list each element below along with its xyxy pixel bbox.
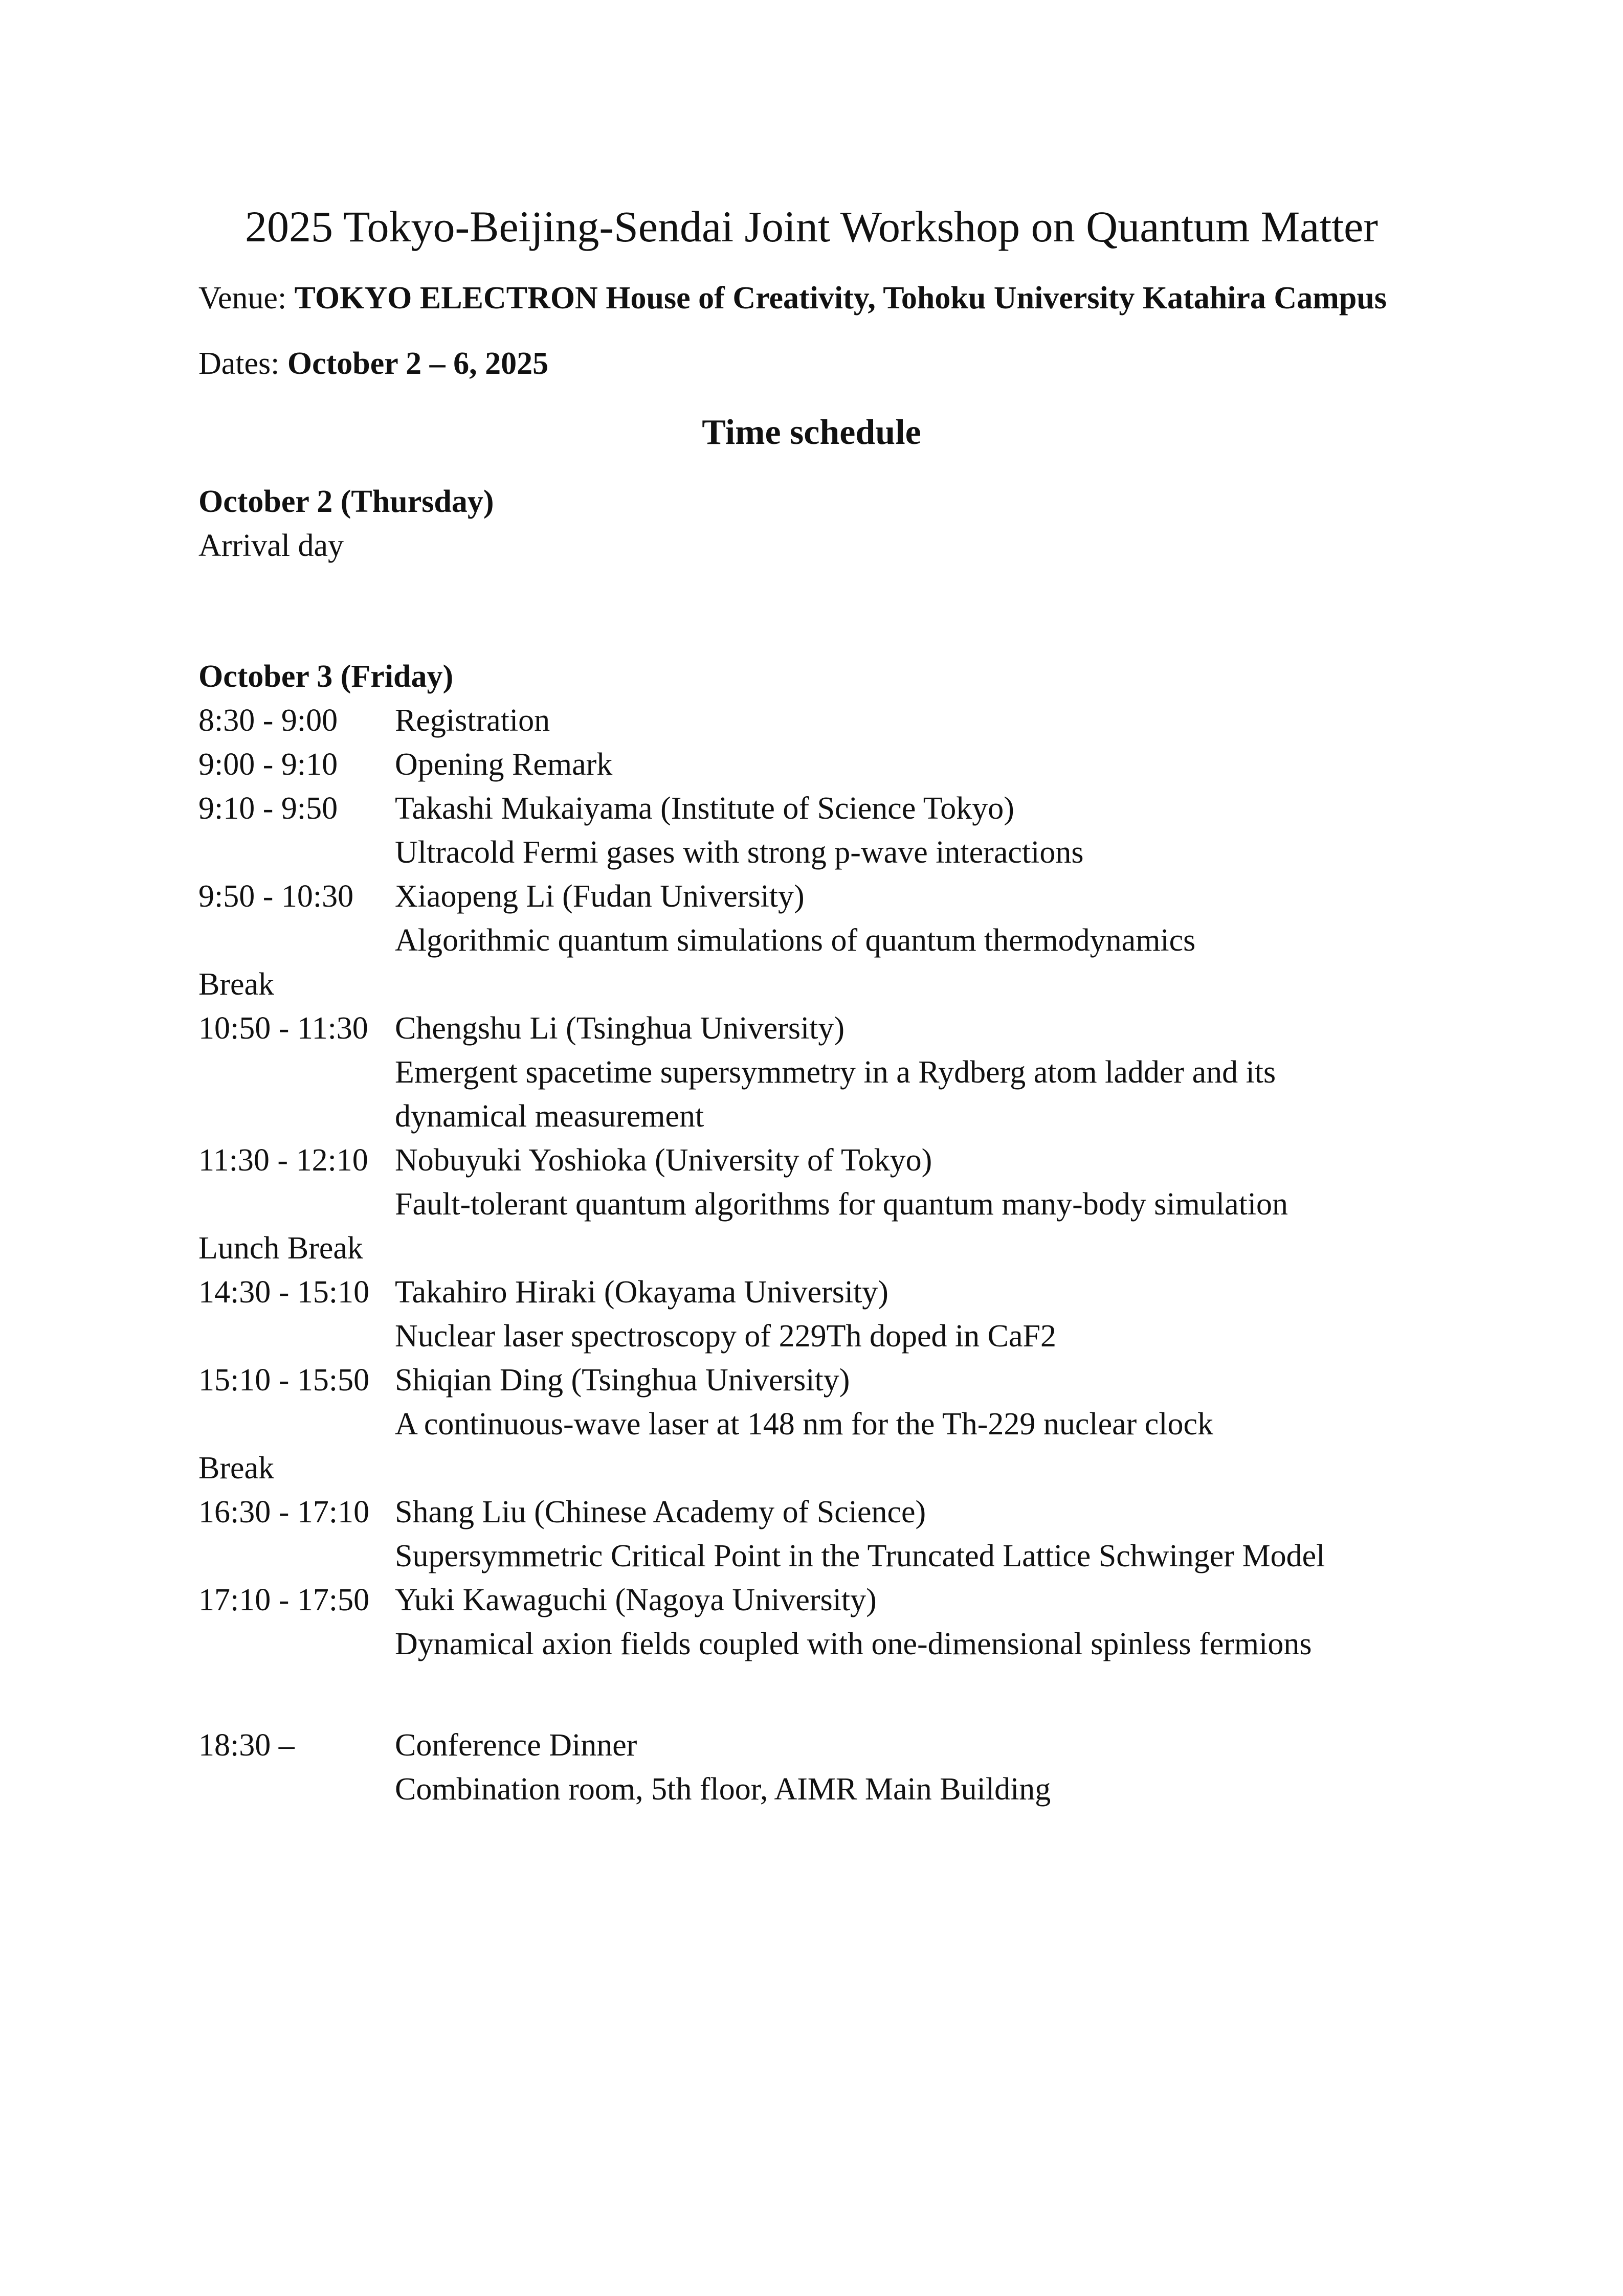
dates-line xyxy=(198,342,548,386)
schedule-row-entry: Shang Liu (Chinese Academy of Science) xyxy=(395,1495,926,1529)
schedule-row-time: 8:30 - 9:00 xyxy=(198,703,338,738)
schedule-row-entry: dynamical measurement xyxy=(395,1099,704,1134)
dates-value: October 2 – 6, 2025 xyxy=(287,346,549,381)
schedule-row-time: 14:30 - 15:10 xyxy=(198,1275,370,1310)
schedule-row-entry: Shiqian Ding (Tsinghua University) xyxy=(395,1363,850,1398)
schedule-row-time: 9:50 - 10:30 xyxy=(198,879,354,914)
schedule-row-entry: Nuclear laser spectroscopy of 229Th doped in CaF2 xyxy=(395,1319,1057,1354)
schedule-row-entry: Dynamical axion fields coupled with one-dimensional spinless fermions xyxy=(395,1627,1312,1661)
dates-label: Dates: xyxy=(198,346,287,381)
schedule-row-entry: Yuki Kawaguchi (Nagoya University) xyxy=(395,1583,877,1617)
schedule-row-time: Lunch Break xyxy=(198,1231,363,1266)
venue-line xyxy=(198,276,1387,320)
schedule-row-time: Break xyxy=(198,967,275,1002)
schedule-row-entry: Algorithmic quantum simulations of quantum thermodynamics xyxy=(395,923,1196,958)
schedule-row-entry: Chengshu Li (Tsinghua University) xyxy=(395,1011,845,1046)
schedule-row-entry: Opening Remark xyxy=(395,747,613,782)
schedule-row-entry: Ultracold Fermi gases with strong p-wave interactions xyxy=(395,835,1084,870)
schedule-heading: Time schedule xyxy=(702,413,921,452)
schedule-row-entry: A continuous-wave laser at 148 nm for the Th-229 nuclear clock xyxy=(395,1407,1214,1442)
schedule-row-time: 16:30 - 17:10 xyxy=(198,1495,370,1529)
schedule-row-time: Break xyxy=(198,1451,275,1485)
dinner-row-entry: Conference Dinner xyxy=(395,1728,637,1763)
schedule-row-entry: Takahiro Hiraki (Okayama University) xyxy=(395,1275,888,1310)
schedule-row-entry: Registration xyxy=(395,703,550,738)
schedule-row-entry: Takashi Mukaiyama (Institute of Science Tokyo) xyxy=(395,791,1014,826)
venue-label: Venue: xyxy=(198,281,295,316)
schedule-row-time: 15:10 - 15:50 xyxy=(198,1363,370,1398)
schedule-row-entry: Supersymmetric Critical Point in the Truncated Lattice Schwinger Model xyxy=(395,1539,1325,1573)
schedule-row-entry: Emergent spacetime supersymmetry in a Rydberg atom ladder and its xyxy=(395,1055,1276,1090)
venue-value: TOKYO ELECTRON House of Creativity, Tohoku University Katahira Campus xyxy=(294,281,1387,316)
schedule-row-time: 9:00 - 9:10 xyxy=(198,747,338,782)
schedule-row-time: 11:30 - 12:10 xyxy=(198,1143,368,1178)
dinner-row-time: 18:30 – xyxy=(198,1728,295,1763)
schedule-row-entry: Nobuyuki Yoshioka (University of Tokyo) xyxy=(395,1143,932,1178)
schedule-row-time: 10:50 - 11:30 xyxy=(198,1011,368,1046)
schedule-row-time: 17:10 - 17:50 xyxy=(198,1583,370,1617)
dinner-row-entry: Combination room, 5th floor, AIMR Main Building xyxy=(395,1772,1051,1807)
schedule-row-time: 9:10 - 9:50 xyxy=(198,791,338,826)
oct2-heading: October 2 (Thursday) xyxy=(198,484,494,519)
oct3-heading: October 3 (Friday) xyxy=(198,659,454,694)
schedule-row-entry: Fault-tolerant quantum algorithms for quantum many-body simulation xyxy=(395,1187,1288,1222)
page-title: 2025 Tokyo-Beijing-Sendai Joint Workshop on Quantum Matter xyxy=(245,202,1378,251)
oct2-note: Arrival day xyxy=(198,528,344,563)
schedule-row-entry: Xiaopeng Li (Fudan University) xyxy=(395,879,805,914)
